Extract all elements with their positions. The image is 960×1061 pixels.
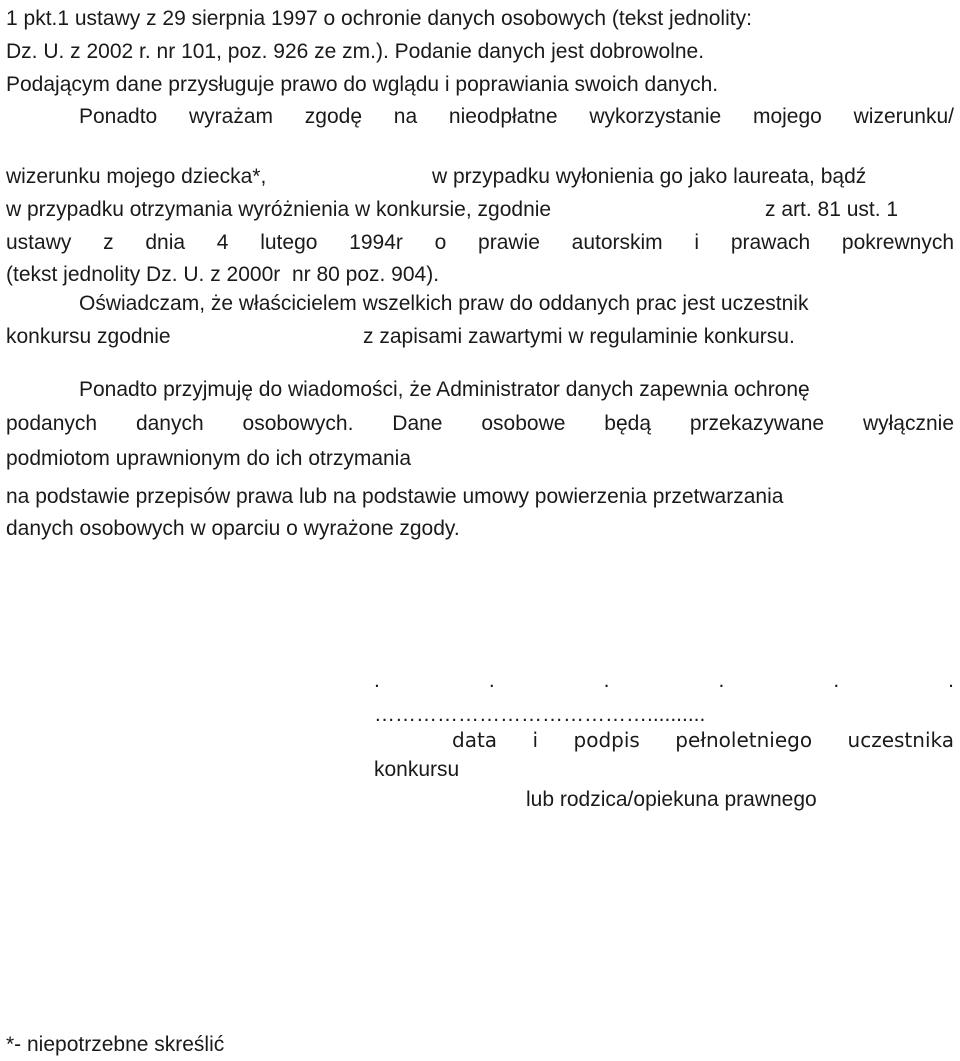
signature-dots-line: ………………………………….......... <box>374 703 706 726</box>
paragraph1-line2: Dz. U. z 2002 r. nr 101, poz. 926 ze zm.). Podanie danych jest dobrowolne. <box>6 40 705 63</box>
paragraph2-line4: ustawy z dnia 4 lutego 1994r o prawie autorskim i prawach pokrewnych <box>6 231 954 254</box>
paragraph2-line5: (tekst jednolity Dz. U. z 2000r nr 80 poz. 904). <box>6 263 440 286</box>
paragraph4-line1: Ponadto przyjmuję do wiadomości, że Administrator danych zapewnia ochronę <box>79 378 810 401</box>
paragraph1-line1: 1 pkt.1 ustawy z 29 sierpnia 1997 o ochronie danych osobowych (tekst jednolity: <box>6 7 752 30</box>
paragraph4-line3: podmiotom uprawnionym do ich otrzymania <box>6 447 412 470</box>
paragraph4-line4: na podstawie przepisów prawa lub na podstawie umowy powierzenia przetwarzania <box>6 485 784 508</box>
paragraph2-line3a: w przypadku otrzymania wyróżnienia w konkursie, zgodnie <box>6 198 552 221</box>
paragraph3-line2a: konkursu zgodnie <box>6 325 171 348</box>
signature-label-3: lub rodzica/opiekuna prawnego <box>526 788 817 811</box>
paragraph4-line2: podanych danych osobowych. Dane osobowe będą przekazywane wyłącznie <box>6 412 954 435</box>
paragraph2-line2b: w przypadku wyłonienia go jako laureata, bądź <box>432 165 867 188</box>
paragraph2-line2a: wizerunku mojego dziecka*, <box>6 165 267 188</box>
paragraph3-line1: Oświadczam, że właścicielem wszelkich praw do oddanych prac jest uczestnik <box>79 292 809 315</box>
paragraph3-line2b: z zapisami zawartymi w regulaminie konkursu. <box>363 325 795 348</box>
paragraph2-line1: Ponadto wyrażam zgodę na nieodpłatne wykorzystanie mojego wizerunku/ <box>79 105 954 128</box>
signature-label-1: data i podpis pełnoletniego uczestnika <box>452 728 954 752</box>
paragraph2-line3b: z art. 81 ust. 1 <box>765 198 899 221</box>
paragraph1-line3: Podającym dane przysługuje prawo do wglądu i poprawiania swoich danych. <box>6 73 719 96</box>
footnote: *- niepotrzebne skreślić <box>6 1033 225 1056</box>
signature-label-2: konkursu <box>374 758 460 781</box>
paragraph4-line5: danych osobowych w oparciu o wyrażone zgody. <box>6 517 460 540</box>
signature-dots-row: . . . . . . <box>374 669 954 692</box>
